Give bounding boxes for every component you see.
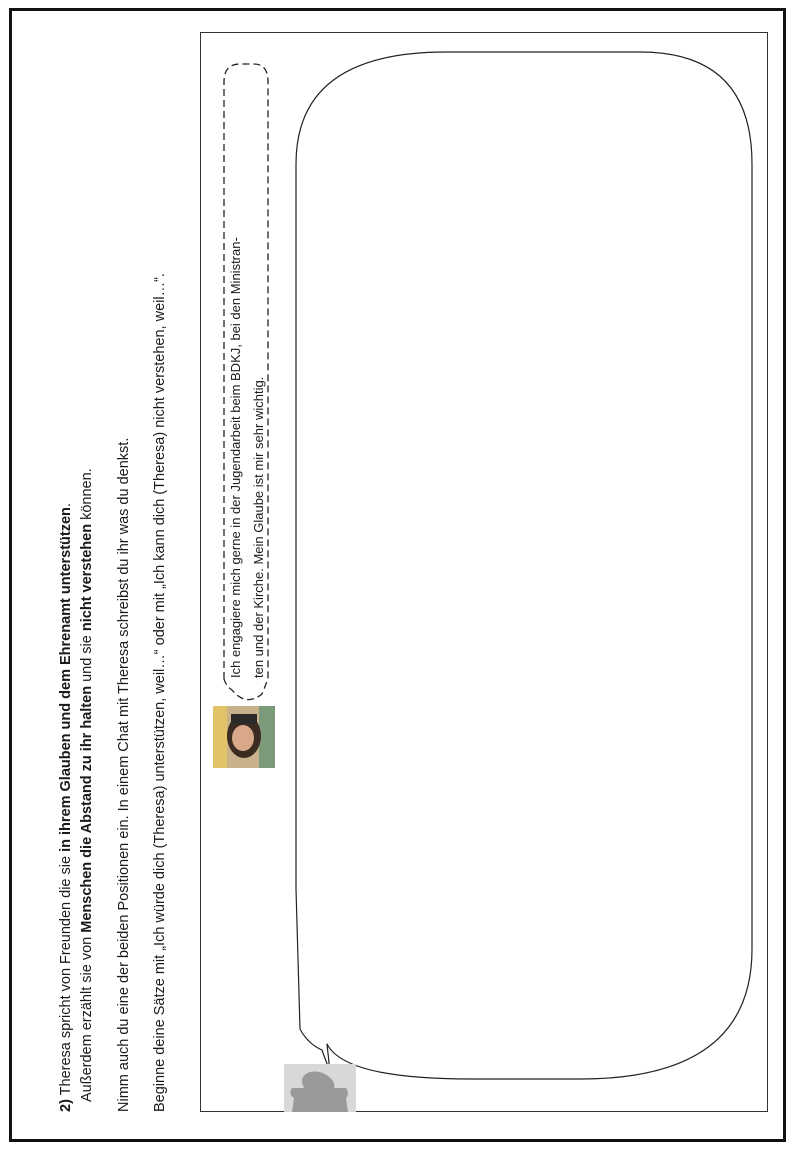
silhouette-avatar-icon (284, 1064, 356, 1112)
task-line-4: Beginne deine Sätze mit „Ich würde dich (Theresa) unterstützen, weil…“ oder mit „Ich kann dich (Theresa) nicht verstehen, weil…“. (152, 273, 168, 1112)
theresa-avatar (213, 706, 275, 768)
task-line-1: 2) Theresa spricht von Freunden die sie in ihrem Glauben und dem Ehrenamt unterstützen. (58, 503, 74, 1112)
task-number: 2) (58, 1099, 74, 1112)
task-line-3: Nimm auch du eine der beiden Positionen ein. In einem Chat mit Theresa schreibst du ihr was du denkst. (116, 437, 132, 1112)
user-speech-bubble-outline (296, 52, 752, 1079)
theresa-message: Ich engagiere mich gerne in der Jugendarbeit beim BDKJ, bei den Ministran- ten und der Kirche. Mein Glaube ist mir sehr wichtig. (228, 237, 266, 678)
task-line-2: Außerdem erzählt sie von Menschen die Abstand zu ihr halten und sie nicht verstehen können. (79, 468, 95, 1102)
user-avatar (284, 1064, 356, 1112)
photo-avatar-icon (213, 706, 275, 768)
